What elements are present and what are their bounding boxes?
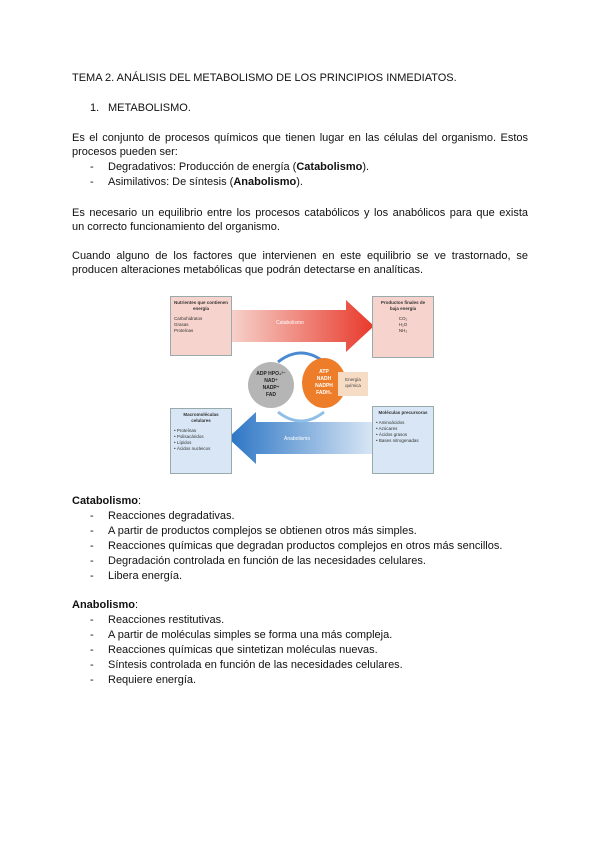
cofactor: NAD⁺: [264, 378, 278, 384]
cofactor: NADPH: [315, 383, 333, 389]
catabolism-arrow: [230, 300, 374, 352]
paragraph-2-line-2: un correcto funcionamiento del organismo.: [72, 221, 280, 233]
list-dash: -: [90, 161, 94, 173]
box-item: • Azúcares: [376, 426, 398, 431]
item-text: Reacciones degradativas.: [108, 510, 235, 522]
item-bold-term: Anabolismo: [233, 176, 297, 188]
item-text: A partir de moléculas simples se forma una más compleja.: [108, 629, 393, 641]
list-dash: -: [90, 644, 94, 656]
box-item: • Proteínas: [174, 428, 197, 433]
box-item: Carbohidratos: [174, 316, 203, 321]
cofactor: NADP⁺: [262, 385, 280, 391]
item-text: Degradación controlada en función de las necesidades celulares.: [108, 555, 426, 567]
item-text: Reacciones restitutivas.: [108, 614, 225, 626]
box-title: Macromoléculas celulares: [183, 412, 219, 423]
box-item: • Aminoácidos: [376, 420, 405, 425]
cycle-arrow-bottom: [278, 412, 324, 421]
box-item: Grasas: [174, 322, 189, 327]
anabolism-label: Anabolismo: [284, 436, 311, 442]
item-text: Requiere energía.: [108, 674, 197, 686]
oxidized-cofactors-circle: [248, 362, 294, 408]
box-item: NH₃: [398, 328, 408, 333]
list-dash: -: [90, 629, 94, 641]
list-dash: -: [90, 510, 94, 522]
item-bold-term: Catabolismo: [296, 161, 363, 173]
cofactor: ADP HPO₄²⁻: [256, 371, 286, 377]
end-products-box: [372, 296, 434, 358]
cofactor: NADH: [316, 376, 332, 382]
catabolism-heading: [72, 494, 141, 509]
intro-line-1: Es el conjunto de procesos químicos que tienen lugar en las células del organismo. Estos: [72, 132, 528, 144]
item-text: Síntesis controlada en función de las necesidades celulares.: [108, 659, 403, 671]
list-dash: -: [90, 659, 94, 671]
cofactor: FAD: [266, 392, 276, 398]
chemical-energy-label: Energía química: [338, 372, 368, 396]
item-text-end: ).: [362, 161, 370, 173]
heading-colon: :: [138, 495, 142, 507]
paragraph-3-line-1: Cuando alguno de los factores que intervienen en este equilibrio se ve trastornado, se: [72, 250, 528, 262]
heading-colon: :: [134, 599, 139, 611]
section-title: METABOLISMO.: [108, 102, 191, 114]
paragraph-3-line-2: producen alteraciones metabólicas que podrán detectarse en analíticas.: [72, 264, 424, 276]
list-dash: -: [90, 614, 94, 626]
list-dash: -: [90, 674, 94, 686]
box-item: • Bases nitrogenadas: [376, 438, 419, 443]
section-number: 1.: [90, 102, 100, 114]
box-item: CO₂: [398, 316, 408, 321]
box-item: H₂O: [398, 322, 408, 327]
box-item: • Ácidos grasos: [376, 432, 408, 437]
item-text: Asimilativos: De síntesis (: [108, 176, 234, 188]
list-dash: -: [90, 555, 94, 567]
box-item: • Lípidos: [174, 440, 192, 445]
list-dash: -: [90, 570, 94, 582]
catabolism-heading-text: Catabolismo: [72, 495, 139, 507]
item-text: Reacciones químicas que degradan productos complejos en otros más sencillos.: [108, 540, 503, 552]
nutrients-box: [170, 296, 232, 356]
list-dash: -: [90, 540, 94, 552]
anabolism-heading: [72, 598, 138, 613]
intro-line-2: procesos pueden ser:: [72, 146, 178, 158]
metabolism-diagram: [166, 292, 436, 477]
box-title: Nutrientes que contienen energía: [174, 300, 229, 311]
precursors-box: [372, 406, 434, 474]
box-title: Moléculas precursoras: [378, 410, 428, 415]
item-text: Degradativos: Producción de energía (: [108, 161, 297, 173]
list-dash: -: [90, 525, 94, 537]
document-title: TEMA 2. ANÁLISIS DEL METABOLISMO DE LOS PRINCIPIOS INMEDIATOS.: [72, 72, 457, 84]
cofactor: ATP: [319, 369, 329, 375]
macromolecules-box: [170, 408, 232, 474]
paragraph-2-line-1: Es necesario un equilibrio entre los procesos catabólicos y los anabólicos para que exista: [72, 207, 528, 219]
item-text: A partir de productos complejos se obtienen otros más simples.: [108, 525, 417, 537]
box-title: Productos finales de baja energía: [380, 300, 426, 311]
cofactor: FADH₂: [316, 390, 332, 396]
box-item: • Polisacáridos: [174, 434, 204, 439]
item-text: Libera energía.: [108, 570, 182, 582]
box-item: Proteínas: [174, 328, 194, 333]
catabolism-label: Catabolismo: [276, 320, 304, 326]
box-item: • Ácidos nucleicos: [174, 446, 211, 451]
item-text: Reacciones químicas que sintetizan moléculas nuevas.: [108, 644, 378, 656]
anabolism-heading-text: Anabolismo: [72, 599, 135, 611]
item-text-end: ).: [296, 176, 303, 188]
list-dash: -: [90, 176, 94, 188]
